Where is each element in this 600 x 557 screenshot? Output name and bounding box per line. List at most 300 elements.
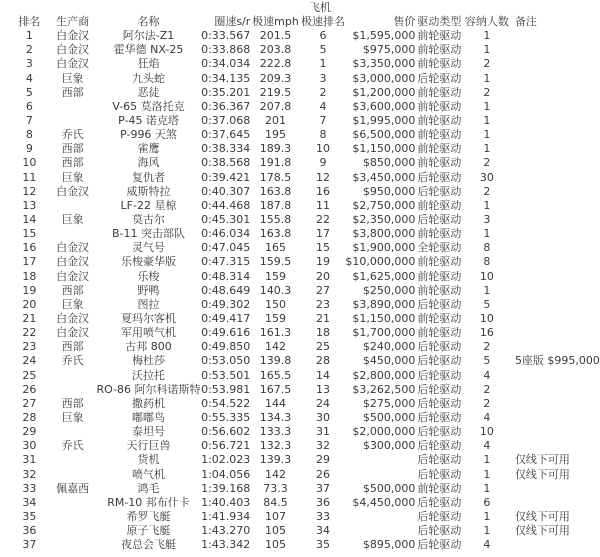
cell-name: 莫古尔 — [132, 212, 165, 226]
cell-name: V-65 莫洛托克 — [112, 99, 185, 113]
table-row — [10, 383, 600, 397]
cell-price: $3,450,000 — [352, 170, 416, 184]
cell-note — [511, 496, 600, 510]
cell-name: 九头蛇 — [132, 71, 165, 85]
cell-lap-time: 0:56.721 — [201, 439, 251, 453]
table-row — [10, 439, 600, 453]
cell-manufacturer — [49, 510, 97, 524]
cell-name: 海风 — [137, 156, 160, 170]
cell-name: 恶徒 — [137, 85, 160, 99]
cell-capacity: 10 — [479, 425, 494, 439]
cell-top-speed: 132.3 — [259, 439, 292, 453]
cell-drive-type: 后轮驱动 — [417, 382, 462, 396]
cell-name: LF-22 星椋 — [120, 198, 177, 212]
cell-manufacturer: 白金汉 — [56, 241, 90, 255]
cell-price — [345, 524, 415, 538]
cell-manufacturer: 乔氏 — [61, 128, 84, 142]
cell-top-speed: 161.3 — [259, 326, 292, 340]
table-row — [10, 298, 600, 312]
cell-top-speed: 139.8 — [259, 354, 292, 368]
cell-price: $895,000 — [362, 538, 416, 552]
cell-note — [511, 213, 600, 227]
header-speed-rank: 极速排名 — [301, 15, 346, 28]
cell-capacity: 8 — [483, 255, 491, 269]
table-row — [10, 326, 600, 340]
cell-top-speed: 84.5 — [263, 495, 288, 509]
cell-drive-type: 前轮驱动 — [417, 198, 462, 212]
cell-price: $450,000 — [362, 354, 416, 368]
cell-speed-rank: 25 — [316, 340, 331, 354]
cell-drive-type: 前轮驱动 — [417, 283, 462, 297]
cell-rank: 33 — [22, 481, 37, 495]
cell-top-speed: 140.3 — [259, 283, 292, 297]
cell-lap-time: 0:55.335 — [201, 410, 251, 424]
cell-lap-time: 0:49.850 — [201, 340, 251, 354]
cell-top-speed: 142 — [264, 467, 286, 481]
cell-top-speed: 159 — [264, 269, 286, 283]
header-lap-time: 圈速s/r — [214, 15, 251, 28]
cell-manufacturer: 巨象 — [61, 212, 84, 226]
cell-top-speed: 105 — [264, 538, 286, 552]
cell-rank: 22 — [22, 326, 37, 340]
cell-note: 仅线下可用 — [514, 524, 570, 538]
cell-rank: 23 — [22, 340, 37, 354]
cell-note — [511, 411, 600, 425]
cell-drive-type: 后轮驱动 — [417, 495, 462, 509]
cell-rank: 27 — [22, 396, 37, 410]
cell-name: P-45 诺克塔 — [118, 113, 179, 127]
cell-speed-rank: 17 — [316, 227, 331, 241]
cell-rank: 2 — [25, 43, 33, 57]
cell-note: 仅线下可用 — [514, 509, 570, 523]
table-row — [10, 453, 600, 467]
cell-name: 原子飞艇 — [126, 524, 171, 538]
cell-note — [511, 185, 600, 199]
cell-manufacturer: 乔氏 — [61, 354, 84, 368]
cell-manufacturer: 巨象 — [61, 71, 84, 85]
table-row — [10, 354, 600, 368]
cell-manufacturer: 白金汉 — [56, 184, 90, 198]
cell-speed-rank: 30 — [316, 410, 331, 424]
cell-rank: 6 — [25, 99, 33, 113]
cell-price — [345, 510, 415, 524]
cell-note — [511, 326, 600, 340]
cell-speed-rank: 26 — [316, 467, 331, 481]
cell-rank: 1 — [25, 29, 33, 43]
cell-lap-time: 0:34.034 — [201, 57, 251, 71]
table-row — [10, 270, 600, 284]
cell-note — [511, 340, 600, 354]
cell-drive-type: 后轮驱动 — [417, 212, 462, 226]
cell-speed-rank: 11 — [316, 198, 331, 212]
cell-rank: 3 — [25, 57, 33, 71]
cell-price: $950,000 — [362, 184, 416, 198]
cell-manufacturer: 巨象 — [61, 410, 84, 424]
cell-manufacturer: 巨象 — [61, 297, 84, 311]
cell-lap-time: 0:45.301 — [201, 212, 251, 226]
cell-capacity: 2 — [483, 382, 491, 396]
cell-lap-time: 1:41.934 — [201, 509, 251, 523]
cell-rank: 24 — [22, 354, 37, 368]
table-row — [10, 128, 600, 142]
cell-top-speed: 142 — [264, 340, 286, 354]
cell-rank: 16 — [22, 241, 37, 255]
table-row — [10, 57, 600, 71]
cell-note — [511, 298, 600, 312]
cell-speed-rank: 18 — [316, 326, 331, 340]
cell-note — [511, 156, 600, 170]
cell-top-speed: 167.5 — [259, 382, 292, 396]
cell-top-speed: 187.8 — [259, 198, 292, 212]
cell-manufacturer — [49, 496, 97, 510]
cell-drive-type: 全轮驱动 — [417, 241, 462, 255]
cell-price: $3,800,000 — [352, 227, 416, 241]
cell-speed-rank: 22 — [316, 212, 331, 226]
header-note: 备注 — [514, 15, 537, 28]
cell-capacity: 10 — [479, 269, 494, 283]
table-row — [10, 100, 600, 114]
cell-price: $850,000 — [362, 156, 416, 170]
cell-name: 威斯特拉 — [126, 184, 171, 198]
cell-top-speed: 133.3 — [259, 425, 292, 439]
cell-price: $300,000 — [362, 439, 416, 453]
cell-lap-time: 1:43.270 — [201, 524, 251, 538]
cell-lap-time: 0:53.501 — [201, 368, 251, 382]
cell-manufacturer — [49, 524, 97, 538]
cell-rank: 25 — [22, 368, 37, 382]
cell-lap-time: 0:33.868 — [201, 43, 251, 57]
cell-drive-type: 后轮驱动 — [417, 410, 462, 424]
cell-manufacturer — [49, 199, 97, 213]
cell-top-speed: 134.3 — [259, 410, 292, 424]
cell-drive-type: 前轮驱动 — [417, 255, 462, 269]
cell-name: 霍华德 NX-25 — [113, 43, 184, 57]
cell-drive-type: 后轮驱动 — [417, 368, 462, 382]
cell-rank: 4 — [25, 71, 33, 85]
cell-speed-rank: 3 — [319, 71, 327, 85]
cell-top-speed: 201.5 — [259, 29, 292, 43]
cell-speed-rank: 20 — [316, 269, 331, 283]
header-row — [10, 15, 600, 29]
cell-price: $3,890,000 — [352, 297, 416, 311]
cell-price: $3,000,000 — [352, 71, 416, 85]
cell-manufacturer: 西部 — [61, 156, 84, 170]
table-row — [10, 510, 600, 524]
cell-name: 撒药机 — [132, 396, 165, 410]
cell-speed-rank: 10 — [316, 142, 331, 156]
table-row — [10, 482, 600, 496]
cell-drive-type: 前轮驱动 — [417, 142, 462, 156]
table-row — [10, 411, 600, 425]
cell-name: 夜总会飞艇 — [121, 538, 176, 552]
cell-capacity: 2 — [483, 85, 491, 99]
cell-note — [511, 199, 600, 213]
cell-top-speed: 105 — [264, 524, 286, 538]
cell-rank: 18 — [22, 269, 37, 283]
cell-name: 天行巨兽 — [126, 439, 171, 453]
table-row — [10, 72, 600, 86]
cell-top-speed: 178.5 — [259, 170, 292, 184]
cell-drive-type: 前轮驱动 — [417, 99, 462, 113]
cell-price: $2,800,000 — [352, 368, 416, 382]
cell-capacity: 1 — [483, 99, 491, 113]
cell-capacity: 4 — [483, 410, 491, 424]
cell-price: $1,150,000 — [352, 311, 416, 325]
cell-name: 乐梭豪华版 — [121, 255, 176, 269]
cell-capacity: 1 — [483, 29, 491, 43]
cell-capacity: 1 — [483, 128, 491, 142]
cell-note — [511, 241, 600, 255]
cell-rank: 13 — [22, 198, 37, 212]
cell-capacity: 30 — [479, 170, 494, 184]
cell-price: $10,000,000 — [345, 255, 416, 269]
cell-drive-type: 前轮驱动 — [417, 113, 462, 127]
cell-rank: 34 — [22, 495, 37, 509]
cell-manufacturer: 佩嘉西 — [56, 481, 90, 495]
cell-note — [511, 425, 600, 439]
cell-speed-rank: 27 — [316, 283, 331, 297]
cell-lap-time: 0:35.201 — [201, 85, 251, 99]
cell-top-speed: 207.8 — [259, 99, 292, 113]
cell-name: 泰坦号 — [132, 425, 165, 439]
cell-speed-rank: 15 — [316, 241, 331, 255]
cell-rank: 35 — [22, 509, 37, 523]
cell-drive-type: 前轮驱动 — [417, 227, 462, 241]
cell-note — [511, 227, 600, 241]
cell-lap-time: 0:34.135 — [201, 71, 251, 85]
cell-speed-rank: 24 — [316, 396, 331, 410]
cell-speed-rank: 29 — [316, 453, 331, 467]
table-row — [10, 171, 600, 185]
cell-top-speed: 195 — [264, 128, 286, 142]
cell-price: $3,262,500 — [352, 382, 416, 396]
cell-drive-type: 后轮驱动 — [417, 467, 462, 481]
cell-capacity: 10 — [479, 311, 494, 325]
cell-lap-time: 0:49.417 — [201, 311, 251, 325]
cell-note — [511, 57, 600, 71]
cell-lap-time: 1:43.342 — [201, 538, 251, 552]
cell-name: 灵气号 — [132, 241, 165, 255]
cell-drive-type: 后轮驱动 — [417, 453, 462, 467]
cell-rank: 19 — [22, 283, 37, 297]
cell-speed-rank: 36 — [316, 495, 331, 509]
cell-capacity: 2 — [483, 156, 491, 170]
cell-capacity: 1 — [483, 198, 491, 212]
cell-drive-type: 后轮驱动 — [417, 340, 462, 354]
cell-manufacturer: 西部 — [61, 85, 84, 99]
cell-capacity: 2 — [483, 57, 491, 71]
cell-manufacturer: 白金汉 — [56, 326, 90, 340]
cell-manufacturer: 乔氏 — [61, 439, 84, 453]
cell-capacity: 1 — [483, 467, 491, 481]
cell-note — [511, 255, 600, 269]
cell-name: B-11 突击部队 — [112, 227, 186, 241]
cell-speed-rank: 5 — [319, 43, 327, 57]
cell-price — [345, 468, 415, 482]
cell-manufacturer: 西部 — [61, 396, 84, 410]
cell-manufacturer: 白金汉 — [56, 269, 90, 283]
cell-lap-time: 0:56.602 — [201, 425, 251, 439]
cell-price: $1,595,000 — [352, 29, 416, 43]
cell-capacity: 1 — [483, 453, 491, 467]
cell-name: 野鸭 — [137, 283, 160, 297]
cell-speed-rank: 1 — [319, 57, 327, 71]
cell-top-speed: 201 — [264, 113, 286, 127]
table-row — [10, 29, 600, 43]
cell-name: 喷气机 — [132, 467, 165, 481]
header-capacity: 容纳人数 — [464, 15, 509, 28]
cell-top-speed: 163.8 — [259, 184, 292, 198]
cell-lap-time: 1:02.023 — [201, 453, 251, 467]
cell-note — [511, 86, 600, 100]
cell-speed-rank: 16 — [316, 184, 331, 198]
table-row — [10, 213, 600, 227]
cell-price: $1,625,000 — [352, 269, 416, 283]
cell-capacity: 4 — [483, 439, 491, 453]
cell-top-speed: 203.8 — [259, 43, 292, 57]
cell-speed-rank: 8 — [319, 128, 327, 142]
cell-drive-type: 前轮驱动 — [417, 57, 462, 71]
cell-drive-type: 后轮驱动 — [417, 439, 462, 453]
cell-name: RO-86 阿尔科诺斯特 — [96, 382, 201, 396]
cell-speed-rank: 33 — [316, 509, 331, 523]
cell-capacity: 4 — [483, 538, 491, 552]
cell-top-speed: 73.3 — [263, 481, 288, 495]
table-row — [10, 43, 600, 57]
cell-manufacturer — [49, 425, 97, 439]
cell-manufacturer — [49, 114, 97, 128]
cell-rank: 10 — [22, 156, 37, 170]
table-row — [10, 241, 600, 255]
cell-name: 嘟嘟鸟 — [132, 410, 165, 424]
cell-rank: 28 — [22, 410, 37, 424]
cell-note: 仅线下可用 — [514, 467, 570, 481]
cell-price: $975,000 — [362, 43, 416, 57]
cell-name: 阿尔法-Z1 — [122, 29, 175, 43]
cell-price: $1,700,000 — [352, 326, 416, 340]
cell-top-speed: 163.8 — [259, 227, 292, 241]
aircraft-table — [10, 15, 600, 552]
cell-drive-type: 后轮驱动 — [417, 297, 462, 311]
cell-manufacturer — [49, 538, 97, 552]
cell-lap-time: 0:46.034 — [201, 227, 251, 241]
cell-speed-rank: 12 — [316, 170, 331, 184]
header-top-speed: 极速mph — [252, 15, 299, 28]
cell-speed-rank: 6 — [319, 29, 327, 43]
header-name: 名称 — [137, 15, 160, 28]
table-row — [10, 142, 600, 156]
table-row — [10, 199, 600, 213]
cell-capacity: 2 — [483, 396, 491, 410]
cell-rank: 5 — [25, 85, 33, 99]
cell-speed-rank: 32 — [316, 439, 331, 453]
cell-capacity: 1 — [483, 71, 491, 85]
header-drive-type: 驱动类型 — [417, 15, 462, 28]
cell-drive-type: 后轮驱动 — [417, 354, 462, 368]
cell-top-speed: 209.3 — [259, 71, 292, 85]
cell-note — [511, 142, 600, 156]
cell-manufacturer: 白金汉 — [56, 43, 90, 57]
cell-manufacturer: 白金汉 — [56, 255, 90, 269]
cell-name: 乐梭 — [137, 269, 160, 283]
cell-speed-rank: 37 — [316, 481, 331, 495]
cell-top-speed: 165.5 — [259, 368, 292, 382]
cell-rank: 12 — [22, 184, 37, 198]
cell-speed-rank: 28 — [316, 354, 331, 368]
cell-speed-rank: 34 — [316, 524, 331, 538]
cell-manufacturer — [49, 468, 97, 482]
cell-name: 复仇者 — [132, 170, 165, 184]
table-row — [10, 227, 600, 241]
cell-drive-type: 后轮驱动 — [417, 170, 462, 184]
cell-rank: 17 — [22, 255, 37, 269]
cell-rank: 32 — [22, 467, 37, 481]
cell-lap-time: 0:44.468 — [201, 198, 251, 212]
cell-capacity: 8 — [483, 241, 491, 255]
cell-manufacturer — [49, 227, 97, 241]
header-manufacturer: 生产商 — [56, 15, 90, 28]
cell-price: $275,000 — [362, 396, 416, 410]
cell-name: 图拉 — [137, 297, 160, 311]
cell-top-speed: 139.3 — [259, 453, 292, 467]
cell-capacity: 6 — [483, 495, 491, 509]
table-row — [10, 114, 600, 128]
cell-rank: 14 — [22, 212, 37, 226]
cell-capacity: 5 — [483, 297, 491, 311]
cell-name: 梅杜莎 — [132, 354, 165, 368]
cell-capacity: 2 — [483, 184, 491, 198]
cell-drive-type: 后轮驱动 — [417, 509, 462, 523]
cell-note — [511, 29, 600, 43]
table-row — [10, 538, 600, 552]
cell-note — [511, 100, 600, 114]
cell-speed-rank: 2 — [319, 85, 327, 99]
cell-drive-type: 前轮驱动 — [417, 29, 462, 43]
cell-capacity: 1 — [483, 283, 491, 297]
cell-note — [511, 383, 600, 397]
cell-speed-rank: 13 — [316, 382, 331, 396]
cell-drive-type: 前轮驱动 — [417, 85, 462, 99]
cell-name: 鸿毛 — [137, 481, 160, 495]
cell-manufacturer: 巨象 — [61, 170, 84, 184]
sheet-title: 飞机 — [309, 1, 331, 14]
cell-price: $4,450,000 — [352, 495, 416, 509]
cell-name: 狂焰 — [137, 57, 160, 71]
cell-price: $240,000 — [362, 340, 416, 354]
table-row — [10, 156, 600, 170]
cell-note — [511, 284, 600, 298]
table-row — [10, 369, 600, 383]
cell-lap-time: 0:47.045 — [201, 241, 251, 255]
table-row — [10, 255, 600, 269]
cell-drive-type: 前轮驱动 — [417, 269, 462, 283]
cell-note — [511, 482, 600, 496]
cell-name: 希罗飞艇 — [126, 509, 171, 523]
cell-speed-rank: 35 — [316, 538, 331, 552]
cell-capacity: 4 — [483, 368, 491, 382]
cell-manufacturer: 白金汉 — [56, 311, 90, 325]
cell-lap-time: 1:39.168 — [201, 481, 251, 495]
cell-lap-time: 0:33.567 — [201, 29, 251, 43]
cell-top-speed: 189.3 — [259, 142, 292, 156]
cell-name: 军用喷气机 — [121, 326, 176, 340]
cell-rank: 11 — [22, 170, 37, 184]
header-rank: 排名 — [18, 15, 41, 28]
cell-drive-type: 前轮驱动 — [417, 481, 462, 495]
cell-note — [511, 538, 600, 552]
cell-capacity: 16 — [479, 326, 494, 340]
cell-drive-type: 后轮驱动 — [417, 184, 462, 198]
